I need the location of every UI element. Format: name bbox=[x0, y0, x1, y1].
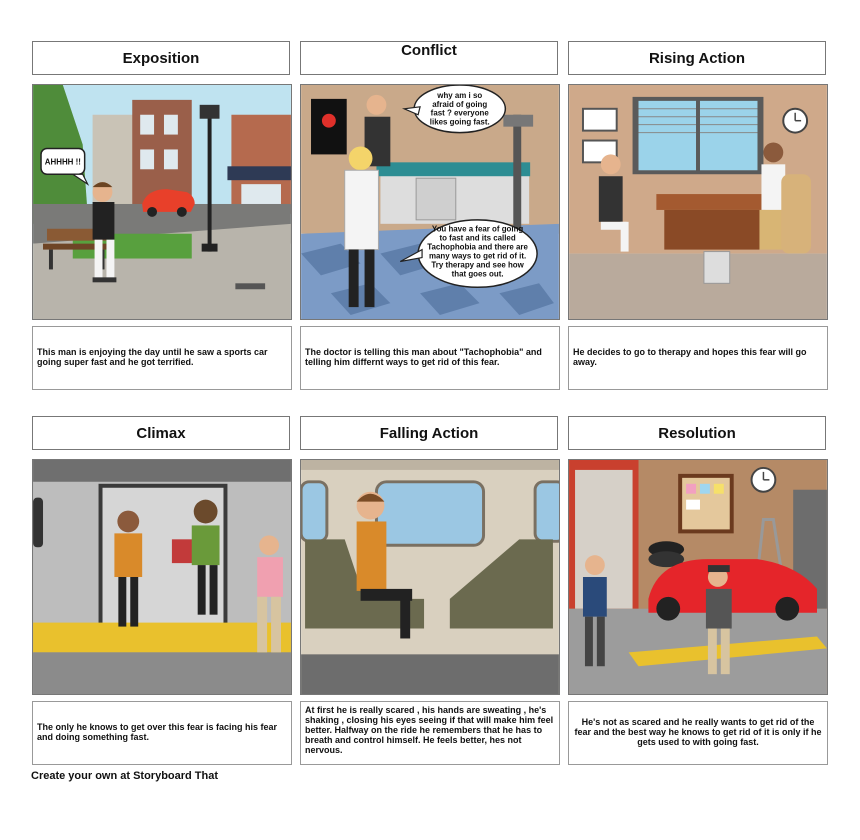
scene-doctor-office bbox=[300, 84, 560, 320]
desk-icon bbox=[656, 194, 765, 210]
panel-caption: The doctor is telling this man about "Tachophobia" and telling him differnt ways to get rid of this fear. bbox=[300, 326, 560, 390]
bubble-text: to fast and its called bbox=[439, 233, 516, 243]
bubble-text: that goes out. bbox=[451, 269, 504, 279]
train-interior-illustration bbox=[301, 460, 559, 694]
trash-can-icon bbox=[704, 252, 730, 284]
footer-credit: Create your own at Storyboard That bbox=[31, 770, 219, 782]
panel-caption: The only he knows to get over this fear is facing his fear and doing something fast. bbox=[32, 701, 292, 765]
patient-icon bbox=[601, 154, 621, 174]
exam-table-icon bbox=[376, 162, 530, 176]
bubble-text: why am i so bbox=[437, 90, 483, 100]
bubble-text: AHHHH !! bbox=[44, 157, 81, 167]
panel-title: Conflict bbox=[300, 41, 558, 75]
bubble-text: Try therapy and see how bbox=[431, 260, 524, 270]
chair-icon bbox=[781, 174, 811, 253]
street-illustration bbox=[33, 85, 291, 319]
man-icon bbox=[117, 511, 139, 533]
train-window-icon bbox=[376, 482, 483, 545]
panel-caption: He decides to go to therapy and hopes this fear will go away. bbox=[568, 326, 828, 390]
panel-title: Climax bbox=[32, 416, 290, 450]
patient-icon bbox=[367, 95, 387, 115]
panel-caption: This man is enjoying the day until he saw a sports car going super fast and he got terrified. bbox=[32, 326, 292, 390]
scene-street bbox=[32, 84, 292, 320]
therapy-illustration bbox=[569, 85, 827, 319]
panel-title: Exposition bbox=[32, 41, 290, 75]
bubble-text: Tachophobia and there are bbox=[427, 242, 528, 252]
panel-title: Resolution bbox=[568, 416, 826, 450]
panel-title: Falling Action bbox=[300, 416, 558, 450]
bubble-text: fast ? everyone bbox=[430, 108, 489, 118]
garage-illustration bbox=[569, 460, 827, 694]
bubble-text: many ways to get rid of it. bbox=[428, 251, 527, 261]
scene-therapy bbox=[568, 84, 828, 320]
street-lamp-icon bbox=[208, 113, 212, 252]
man-icon bbox=[585, 555, 605, 575]
bubble-text: likes going fast. bbox=[429, 117, 490, 127]
therapist-icon bbox=[763, 143, 783, 163]
doctor-icon bbox=[349, 146, 373, 170]
bubble-text: afraid of going bbox=[432, 99, 488, 109]
panel-title: Rising Action bbox=[568, 41, 826, 75]
scale-icon bbox=[513, 115, 521, 234]
doctor-office-illustration bbox=[301, 85, 559, 319]
scene-garage bbox=[568, 459, 828, 695]
scene-train-interior bbox=[300, 459, 560, 695]
scene-train-platform bbox=[32, 459, 292, 695]
panel-caption: He's not as scared and he really wants to get rid of the fear and the best way he knows to get rid of it is only if he gets used to with going fast. bbox=[568, 701, 828, 765]
train-platform-illustration bbox=[33, 460, 291, 694]
panel-caption: At first he is really scared , his hands are sweating , he's shaking , closing his eyes seeing if that will make him feel better. Halfway on the ride he remembers that he has to breath and control himself. He feels better, hes not nervous. bbox=[300, 701, 560, 765]
bubble-text: You have a fear of going bbox=[431, 224, 524, 234]
